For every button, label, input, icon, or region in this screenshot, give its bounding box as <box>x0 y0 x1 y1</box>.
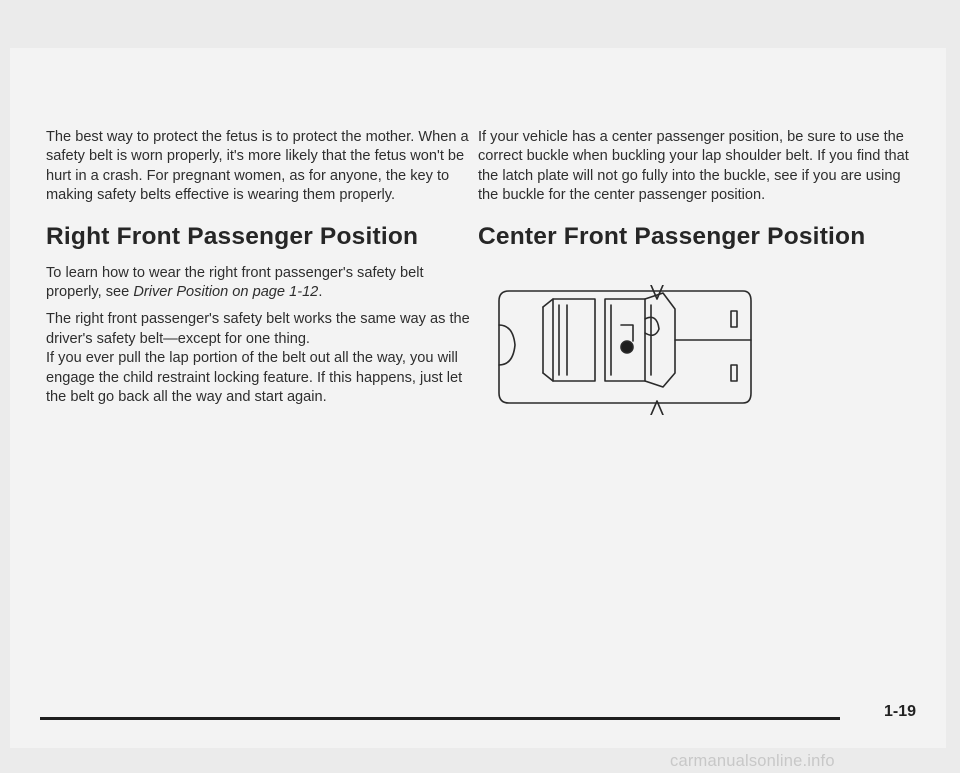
site-watermark: carmanualsonline.info <box>670 752 835 770</box>
right-front-passenger-heading: Right Front Passenger Position <box>46 222 419 250</box>
pregnancy-paragraph: The best way to protect the fetus is to protect the mother. When a safety belt is worn properly, it's more likely that the fetus won't be hurt in a crash. For pregnant women, as for anyone, the key to making safety belts effective is wearing them properly. <box>46 129 469 204</box>
vehicle-top-view-seating-icon <box>495 285 760 415</box>
paragraph-text: To learn how to wear the right front passenger's safety belt properly, see <box>46 264 424 301</box>
right-column <box>478 128 922 264</box>
footer-rule <box>40 717 840 720</box>
paragraph-text-end: . <box>318 284 323 301</box>
right-front-passenger-paragraph <box>46 264 482 303</box>
belt-works-paragraph: The right front passenger's safety belt works the same way as the driver's safety belt—except for one thing. <box>46 311 470 347</box>
center-front-passenger-heading: Center Front Passenger Position <box>478 222 866 250</box>
driver-position-reference[interactable]: Driver Position on page 1-12 <box>133 284 319 301</box>
left-column <box>46 128 482 415</box>
lap-portion-paragraph: If you ever pull the lap portion of the belt out all the way, you will engage the child restraint locking feature. If this happens, just let the belt go back all the way and start again. <box>46 350 463 406</box>
center-passenger-paragraph: If your vehicle has a center passenger position, be sure to use the correct buckle when buckling your lap shoulder belt. If you find that the latch plate will not go fully into the buckle, see if you are using the buckle for the center passenger position. <box>478 129 909 204</box>
page-number: 1-19 <box>884 703 917 720</box>
